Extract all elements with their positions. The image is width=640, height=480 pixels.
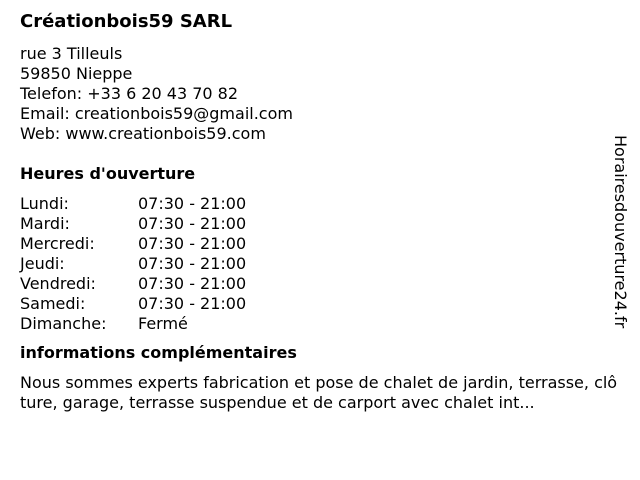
day-time: 07:30 - 21:00 bbox=[138, 194, 247, 213]
day-time: 07:30 - 21:00 bbox=[138, 254, 247, 273]
day-label: Dimanche: bbox=[20, 314, 107, 333]
brand-watermark: Horairesdouverture24.fr bbox=[611, 135, 630, 329]
info-heading: informations complémentaires bbox=[20, 343, 297, 362]
hours-row-friday bbox=[20, 274, 620, 294]
business-name: Créationbois59 SARL bbox=[20, 11, 233, 32]
day-label: Samedi: bbox=[20, 294, 86, 313]
address-block bbox=[20, 44, 620, 144]
day-time: 07:30 - 21:00 bbox=[138, 294, 247, 313]
phone: Telefon: +33 6 20 43 70 82 bbox=[20, 84, 239, 103]
street: rue 3 Tilleuls bbox=[20, 44, 123, 63]
day-label: Mercredi: bbox=[20, 234, 95, 253]
day-label: Jeudi: bbox=[20, 254, 65, 273]
day-time: 07:30 - 21:00 bbox=[138, 274, 247, 293]
hours-heading: Heures d'ouverture bbox=[20, 164, 196, 183]
day-label: Mardi: bbox=[20, 214, 70, 233]
hours-row-wednesday bbox=[20, 234, 620, 254]
business-card bbox=[20, 10, 620, 413]
email: Email: creationbois59@gmail.com bbox=[20, 104, 293, 123]
hours-table bbox=[20, 194, 620, 334]
day-label: Vendredi: bbox=[20, 274, 96, 293]
city: 59850 Nieppe bbox=[20, 64, 133, 83]
website: Web: www.creationbois59.com bbox=[20, 124, 266, 143]
day-label: Lundi: bbox=[20, 194, 69, 213]
day-time: 07:30 - 21:00 bbox=[138, 214, 247, 233]
hours-row-thursday bbox=[20, 254, 620, 274]
hours-row-sunday bbox=[20, 314, 620, 334]
day-time: 07:30 - 21:00 bbox=[138, 234, 247, 253]
hours-row-saturday bbox=[20, 294, 620, 314]
hours-row-monday bbox=[20, 194, 620, 214]
hours-row-tuesday bbox=[20, 214, 620, 234]
day-time: Fermé bbox=[138, 314, 188, 333]
info-description: Nous sommes experts fabrication et pose de chalet de jardin, terrasse, clôture, garage, terrasse suspendue et de carport avec chalet int... bbox=[20, 373, 618, 412]
